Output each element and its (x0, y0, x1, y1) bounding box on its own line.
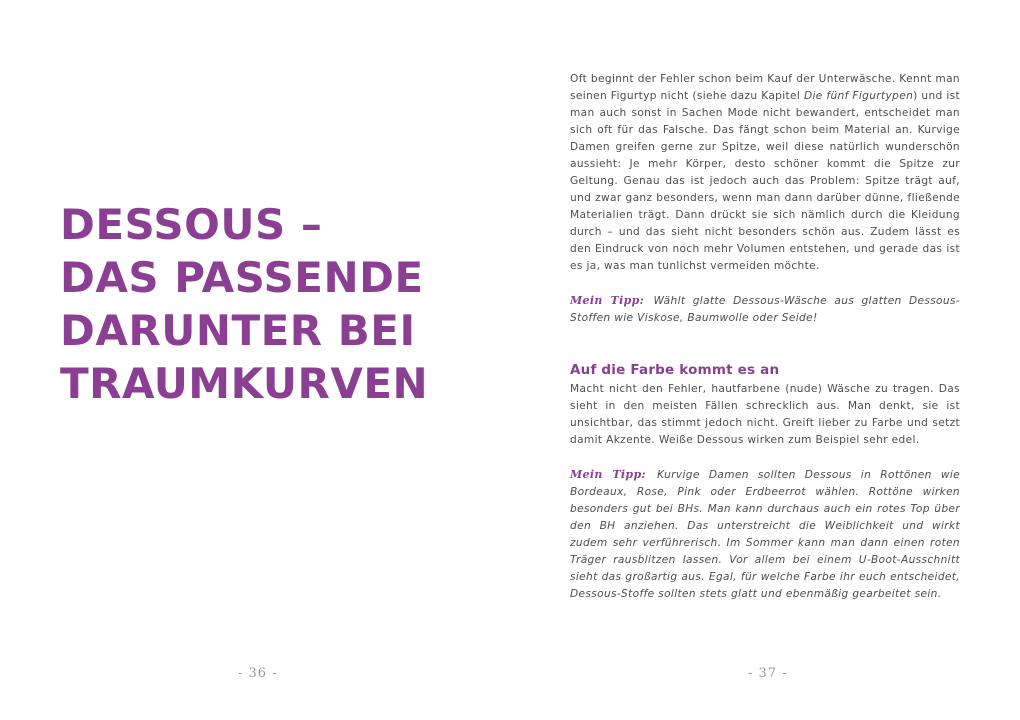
tip-box-2 (570, 466, 960, 603)
chapter-title-line: DARUNTER BEI (60, 306, 416, 355)
chapter-title-line: DESSOUS – (60, 200, 323, 249)
tip-text: Kurvige Damen sollten Dessous in Rottönen wie Bordeaux, Rose, Pink oder Erdbeerrot wählen. Rottöne wirken besonders gut bei BHs. Man kann durchaus auch ein rotes Top über den BH anziehen. Das unterstreicht die Weiblichkeit und wirkt zudem sehr verführerisch. Im Sommer kann man dann einen roten Träger rausblitzen lassen. Vor allem bei einem U-Boot-Ausschnitt sieht das großartig aus. Egal, für welche Farbe ihr euch entscheidet, Dessous-Stoffe sollten stets glatt und ebenmäßig gearbeitet sein. (570, 469, 960, 600)
tip-box-1 (570, 292, 960, 327)
intro-text-end: ) und ist man auch sonst in Sachen Mode nicht bewandert, entscheidet man sich oft für das Falsche. Das fängt schon beim Material an. Kurvige Damen greifen gerne zur Spitze, weil diese natürlich wunderschön aussieht: Je mehr Körper, desto schöner kommt die Spitze zur Geltung. Genau das ist jedoch auch das Problem: Spitze trägt auf, und zwar ganz besonders, wenn man dann darüber dünne, fließende Materialien trägt. Dann drückt sie sich nämlich durch die Kleidung durch – und das sieht nicht besonders schön aus. Zudem lässt es den Eindruck von noch mehr Volumen entstehen, und gerade das ist es ja, was man tunlichst vermeiden möchte. (570, 90, 960, 272)
color-paragraph: Macht nicht den Fehler, hautfarbene (nude) Wäsche zu tragen. Das sieht in den meisten Fällen schrecklich aus. Man denkt, sie ist unsichtbar, das stimmt jedoch nicht. Greift lieber zu Farbe und setzt damit Akzente. Weiße Dessous wirken zum Beispiel sehr edel. (570, 383, 960, 446)
tip-label: Mein Tipp: (570, 294, 645, 307)
chapter-title-line: TRAUMKURVEN (60, 359, 429, 408)
intro-text-start: Oft beginnt der Fehler schon beim Kauf der Unterwäsche. Kennt man seinen Figurtyp nicht (siehe dazu Kapitel (570, 73, 960, 102)
intro-paragraph (570, 71, 960, 275)
right-page (510, 0, 1020, 720)
tip-text: Wählt glatte Dessous-Wäsche aus glatten Dessous-Stoffen wie Viskose, Baumwolle oder Seide! (570, 295, 960, 324)
body-text-column (570, 71, 960, 603)
chapter-title (60, 198, 490, 410)
section-heading: Auf die Farbe kommt es an (570, 362, 780, 378)
page-number-right: - 37 - (748, 666, 788, 681)
chapter-reference: Die fünf Figurtypen (803, 90, 914, 102)
page-number-left: - 36 - (238, 666, 278, 681)
tip-label: Mein Tipp: (570, 468, 646, 481)
chapter-title-line: DAS PASSENDE (60, 253, 424, 302)
